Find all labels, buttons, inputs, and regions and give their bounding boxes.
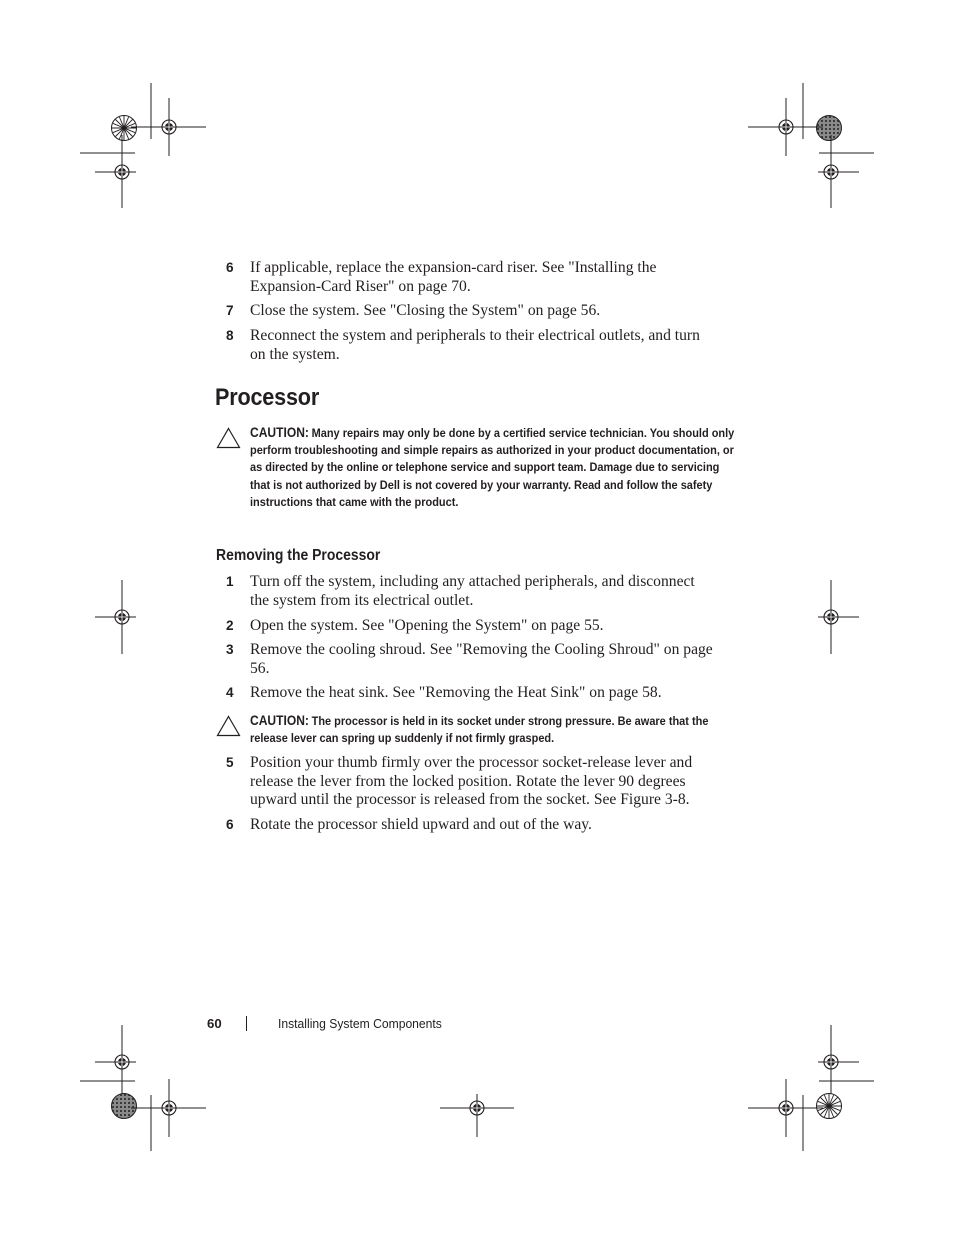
step-text: Close the system. See "Closing the System" on page 56. — [250, 302, 601, 319]
step-text: Turn off the system, including any attached peripherals, and disconnect the system from its electrical outlet. — [250, 573, 695, 609]
step-7-close-system — [226, 302, 716, 321]
step-number: 4 — [226, 685, 234, 700]
caution-text: The processor is held in its socket under strong pressure. Be aware that the release lever can spring up suddenly if not firmly grasped. — [250, 714, 709, 746]
step-2-open-system — [226, 617, 716, 636]
step-text: Remove the cooling shroud. See "Removing the Cooling Shroud" on page 56. — [250, 641, 713, 677]
step-5-release-lever — [226, 754, 716, 810]
caution-label: CAUTION: — [250, 425, 309, 440]
step-number: 1 — [226, 574, 234, 589]
step-text: Open the system. See "Opening the System" on page 55. — [250, 617, 604, 634]
caution-label: CAUTION: — [250, 713, 309, 728]
step-number: 2 — [226, 618, 234, 633]
step-8-reconnect — [226, 327, 716, 364]
footer-chapter-title: Installing System Components — [278, 1016, 442, 1031]
step-number: 8 — [226, 328, 234, 343]
section-title: Processor — [215, 384, 320, 411]
step-text: Remove the heat sink. See "Removing the Heat Sink" on page 58. — [250, 684, 662, 701]
caution-body — [250, 712, 736, 747]
step-3-remove-shroud — [226, 641, 716, 678]
caution-notice-service — [216, 424, 790, 511]
step-text: If applicable, replace the expansion-card riser. See "Installing the Expansion-Card Riser" on page 70. — [250, 259, 657, 295]
caution-body — [250, 424, 736, 511]
subsection-title: Removing the Processor — [216, 547, 381, 564]
step-6-rotate-shield — [226, 816, 716, 835]
page-number: 60 — [207, 1016, 222, 1031]
step-text: Position your thumb firmly over the processor socket-release lever and release the lever from the locked position. Rotate the lever 90 degrees upward until the processor is released from the socket. See Figure 3-8. — [250, 754, 693, 809]
caution-notice-pressure — [216, 712, 790, 747]
caution-triangle-icon — [216, 715, 241, 737]
caution-triangle-icon — [216, 427, 241, 449]
step-text: Reconnect the system and peripherals to their electrical outlets, and turn on the system. — [250, 327, 700, 363]
footer-divider — [246, 1016, 247, 1031]
step-1-turn-off — [226, 573, 716, 610]
step-number: 7 — [226, 303, 234, 318]
caution-text: Many repairs may only be done by a certified service technician. You should only perform troubleshooting and simple repairs as authorized in your product documentation, or as directed by the online or telephone service and support team. Damage due to servicing that is not authorized by Dell is not covered by your warranty. Read and follow the safety instructions that came with the product. — [250, 426, 735, 509]
step-4-remove-heat-sink — [226, 684, 716, 703]
step-number: 3 — [226, 642, 234, 657]
step-number: 6 — [226, 260, 234, 275]
step-6-replace-riser — [226, 259, 716, 296]
step-number: 6 — [226, 817, 234, 832]
step-text: Rotate the processor shield upward and out of the way. — [250, 816, 592, 833]
step-number: 5 — [226, 755, 234, 770]
